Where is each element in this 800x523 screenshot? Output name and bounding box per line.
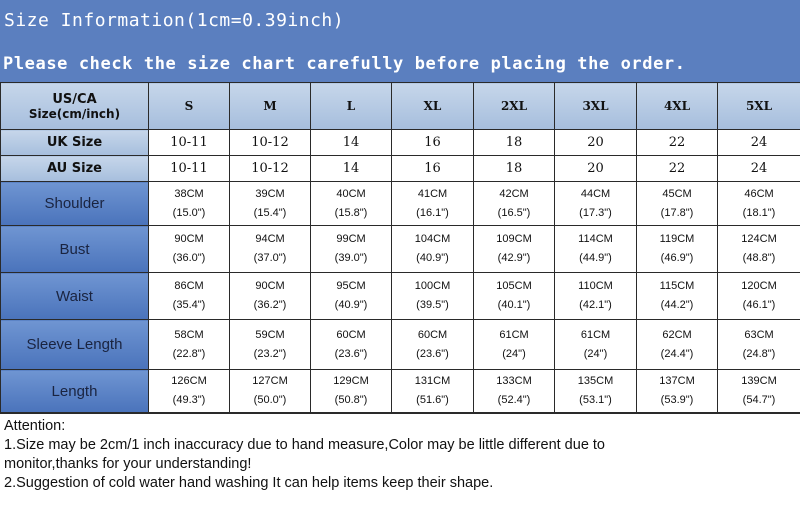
inch-value: (16.5") [497, 206, 531, 219]
uk-size-value: 20 [555, 130, 637, 156]
cm-value: 60CM [336, 328, 366, 341]
cm-value: 41CM [417, 187, 448, 200]
size-chart-table [0, 82, 800, 413]
cm-value: 90CM [174, 233, 204, 245]
inch-value: (16.1") [416, 206, 449, 219]
size-col-5xl: 5XL [718, 83, 800, 130]
size-col-4xl: 4XL [637, 83, 718, 130]
cm-value: 99CM [336, 233, 366, 245]
inch-value: (46.1") [742, 299, 776, 311]
measurement-cell [637, 226, 718, 273]
cm-value: 60CM [417, 328, 448, 341]
size-col-xl: XL [392, 83, 474, 130]
uk-size-value: 10-12 [230, 130, 311, 156]
measurement-cell [555, 182, 637, 226]
inch-value: (24") [583, 347, 608, 360]
size-label-cell [1, 83, 149, 130]
inch-value: (24.4") [660, 347, 694, 360]
measurement-cell [230, 370, 311, 413]
au-size-value: 10-12 [230, 156, 311, 182]
cm-value: 58CM [174, 328, 204, 341]
inch-value: (40.9") [416, 252, 449, 264]
cm-value: 124CM [741, 233, 777, 245]
cm-value: 61CM [580, 328, 611, 341]
cm-value: 139CM [741, 375, 777, 387]
cm-value: 133CM [496, 375, 532, 387]
measurement-row [1, 370, 800, 413]
measurement-cell [230, 226, 311, 273]
size-col-s: S [149, 83, 230, 130]
inch-value: (44.9") [579, 252, 612, 264]
measurement-label: Waist [1, 273, 149, 320]
attention-note-1: 1.Size may be 2cm/1 inch inaccuracy due to hand measure,Color may be little different due to [4, 437, 605, 453]
measurement-cell [149, 226, 230, 273]
inch-value: (44.2") [660, 299, 694, 311]
measurement-cell [311, 182, 392, 226]
uk-size-value: 22 [637, 130, 718, 156]
measurement-cell [149, 273, 230, 320]
cm-value: 115CM [659, 280, 695, 292]
uk-size-value: 16 [392, 130, 474, 156]
au-size-value: 16 [392, 156, 474, 182]
measurement-cell [392, 320, 474, 370]
measurement-label: Shoulder [1, 182, 149, 226]
uk-size-row [1, 130, 800, 156]
measurement-cell [474, 320, 555, 370]
inch-value: (18.1") [742, 206, 776, 219]
measurement-cell [474, 182, 555, 226]
measurement-row [1, 182, 800, 226]
inch-value: (36.0") [172, 252, 206, 264]
cm-value: 104CM [414, 233, 451, 245]
cm-value: 59CM [255, 328, 285, 341]
uk-size-value: 10-11 [149, 130, 230, 156]
measurement-cell [474, 226, 555, 273]
cm-value: 120CM [741, 280, 777, 292]
size-header-row [1, 83, 800, 130]
au-size-value: 22 [637, 156, 718, 182]
cm-value: 95CM [336, 280, 366, 292]
order-notice: Please check the size chart carefully before placing the order. [0, 42, 800, 82]
measurement-cell [637, 370, 718, 413]
us-ca-label: US/CA [52, 91, 97, 107]
attention-heading: Attention: [4, 418, 66, 434]
attention-notes [0, 413, 800, 523]
uk-size-value: 14 [311, 130, 392, 156]
au-size-value: 18 [474, 156, 555, 182]
measurement-cell [392, 226, 474, 273]
size-col-m: M [230, 83, 311, 130]
measurement-cell [311, 226, 392, 273]
measurement-label: Length [1, 370, 149, 413]
measurement-cell [718, 320, 800, 370]
measurement-cell [555, 370, 637, 413]
inch-value: (46.9") [660, 252, 694, 264]
measurement-rows [1, 182, 800, 413]
cm-value: 129CM [333, 375, 369, 387]
inch-value: (24") [502, 347, 526, 360]
uk-size-value: 24 [718, 130, 800, 156]
measurement-label: Sleeve Length [1, 320, 149, 370]
uk-size-label: UK Size [1, 130, 149, 156]
inch-value: (37.0") [253, 252, 287, 264]
cm-value: 39CM [255, 187, 285, 200]
inch-value: (15.0") [172, 206, 206, 219]
inch-value: (36.2") [253, 299, 287, 311]
inch-value: (50.0") [253, 394, 287, 406]
measurement-cell [637, 273, 718, 320]
inch-value: (24.8") [742, 347, 776, 360]
cm-value: 131CM [414, 375, 451, 387]
inch-value: (42.1") [579, 299, 612, 311]
measurement-cell [311, 370, 392, 413]
cm-value: 135CM [577, 375, 614, 387]
cm-value: 38CM [174, 187, 204, 200]
inch-value: (15.8") [334, 206, 368, 219]
inch-value: (35.4") [172, 299, 206, 311]
inch-value: (42.9") [497, 252, 531, 264]
inch-value: (15.4") [253, 206, 287, 219]
au-size-value: 24 [718, 156, 800, 182]
au-size-value: 10-11 [149, 156, 230, 182]
cm-value: 45CM [662, 187, 692, 200]
measurement-row [1, 226, 800, 273]
measurement-cell [149, 182, 230, 226]
cm-value: 62CM [662, 328, 692, 341]
measurement-cell [474, 370, 555, 413]
attention-note-2: 2.Suggestion of cold water hand washing It can help items keep their shape. [4, 475, 494, 491]
cm-value: 40CM [336, 187, 366, 200]
measurement-cell [392, 182, 474, 226]
au-size-value: 20 [555, 156, 637, 182]
cm-value: 94CM [255, 233, 285, 245]
inch-value: (49.3") [172, 394, 206, 406]
measurement-cell [474, 273, 555, 320]
measurement-cell [149, 320, 230, 370]
measurement-cell [555, 226, 637, 273]
cm-value: 127CM [252, 375, 288, 387]
measurement-cell [230, 182, 311, 226]
cm-value: 110CM [578, 280, 613, 292]
size-col-l: L [311, 83, 392, 130]
cm-value: 44CM [580, 187, 611, 200]
cm-value: 114CM [578, 233, 613, 245]
inch-value: (39.0") [334, 252, 368, 264]
cm-value: 42CM [499, 187, 529, 200]
inch-value: (53.9") [660, 394, 694, 406]
cm-value: 61CM [499, 328, 529, 341]
inch-value: (48.8") [742, 252, 776, 264]
cm-value: 46CM [744, 187, 774, 200]
measurement-cell [311, 273, 392, 320]
measurement-row [1, 320, 800, 370]
measurement-cell [718, 182, 800, 226]
inch-value: (52.4") [497, 394, 531, 406]
measurement-cell [555, 320, 637, 370]
page-title: Size Information(1cm=0.39inch) [0, 0, 800, 42]
au-size-value: 14 [311, 156, 392, 182]
measurement-cell [311, 320, 392, 370]
cm-value: 105CM [496, 280, 532, 292]
cm-value: 86CM [174, 280, 204, 292]
inch-value: (23.6") [334, 347, 368, 360]
cm-value: 100CM [414, 280, 451, 292]
inch-value: (50.8") [334, 394, 368, 406]
measurement-cell [637, 182, 718, 226]
uk-size-value: 18 [474, 130, 555, 156]
inch-value: (17.8") [660, 206, 694, 219]
measurement-cell [718, 273, 800, 320]
au-size-label: AU Size [1, 156, 149, 182]
cm-value: 109CM [496, 233, 532, 245]
measurement-cell [637, 320, 718, 370]
inch-value: (54.7") [742, 394, 776, 406]
measurement-cell [230, 320, 311, 370]
measurement-label: Bust [1, 226, 149, 273]
inch-value: (39.5") [416, 299, 449, 311]
inch-value: (40.1") [497, 299, 531, 311]
inch-value: (22.8") [172, 347, 206, 360]
attention-note-1-cont: monitor,thanks for your understanding! [4, 456, 252, 472]
size-col-3xl: 3XL [555, 83, 637, 130]
inch-value: (23.2") [253, 347, 287, 360]
measurement-cell [718, 226, 800, 273]
size-unit-label: Size(cm/inch) [28, 106, 121, 121]
size-col-2xl: 2XL [474, 83, 555, 130]
au-size-row [1, 156, 800, 182]
inch-value: (51.6") [416, 394, 449, 406]
cm-value: 90CM [255, 280, 285, 292]
measurement-cell [230, 273, 311, 320]
cm-value: 126CM [171, 375, 207, 387]
cm-value: 137CM [659, 375, 695, 387]
measurement-cell [718, 370, 800, 413]
inch-value: (53.1") [579, 394, 612, 406]
inch-value: (17.3") [579, 206, 612, 219]
inch-value: (23.6") [416, 347, 449, 360]
measurement-cell [392, 370, 474, 413]
measurement-row [1, 273, 800, 320]
measurement-cell [392, 273, 474, 320]
measurement-cell [555, 273, 637, 320]
cm-value: 119CM [659, 233, 695, 245]
measurement-cell [149, 370, 230, 413]
inch-value: (40.9") [334, 299, 368, 311]
cm-value: 63CM [744, 328, 774, 341]
